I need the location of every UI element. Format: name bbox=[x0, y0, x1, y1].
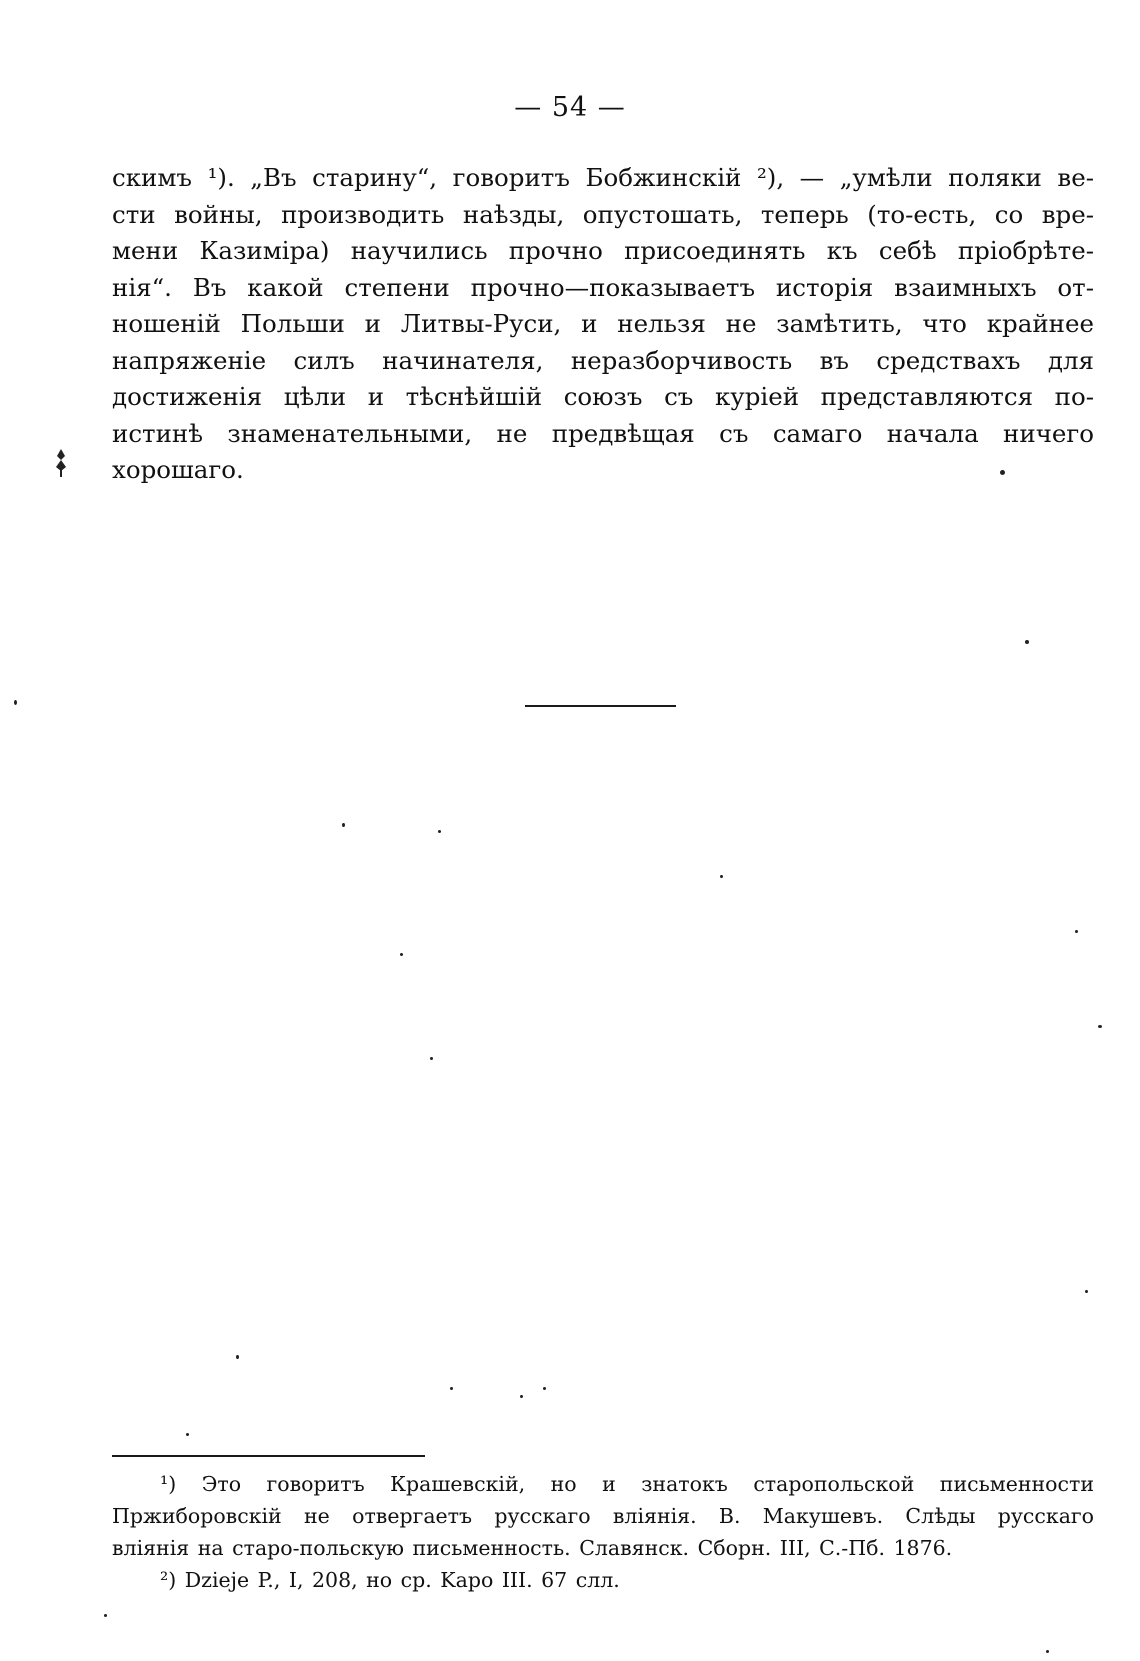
footnote-line: ¹) Это говоритъ Крашевскій, но и знатокъ старопольской письменности bbox=[160, 1472, 1094, 1496]
scan-speck bbox=[342, 823, 345, 827]
scan-speck bbox=[1098, 1025, 1102, 1028]
footnote-line: Пржиборовскій не отвергаетъ русскаго вліянія. В. Макушевъ. Слѣды русскаго bbox=[112, 1504, 1094, 1528]
scan-speck bbox=[1025, 640, 1029, 644]
footnote-line: вліянія на старо-польскую письменность. Славянск. Сборн. III, С.-Пб. 1876. bbox=[112, 1536, 953, 1560]
body-paragraph bbox=[112, 160, 1094, 489]
scan-speck bbox=[520, 1395, 523, 1398]
scan-speck bbox=[438, 830, 441, 833]
scan-speck bbox=[430, 1057, 433, 1060]
body-line: мени Казиміра) научились прочно присоединять къ себѣ пріобрѣте- bbox=[112, 236, 1094, 265]
scan-speck bbox=[14, 700, 17, 705]
body-line: напряженіе силъ начинателя, неразборчивость въ средствахъ для bbox=[112, 345, 1094, 375]
scan-speck bbox=[1075, 930, 1078, 933]
scan-speck bbox=[450, 1387, 453, 1390]
margin-ornament-icon bbox=[54, 448, 68, 478]
footnote-divider bbox=[112, 1455, 425, 1457]
page-number: — 54 — bbox=[514, 92, 626, 123]
body-line: сти войны, производить наѣзды, опустошать, теперь (то-есть, со вре- bbox=[112, 199, 1094, 229]
body-line: скимъ ¹). „Въ старину“, говоритъ Бобжинскій ²), — „умѣли поляки ве- bbox=[112, 163, 1094, 192]
scan-speck bbox=[400, 953, 403, 956]
scan-speck bbox=[1000, 470, 1005, 475]
body-line: истинѣ знаменательными, не предвѣщая съ самаго начала ничего bbox=[112, 418, 1094, 448]
scan-speck bbox=[186, 1433, 189, 1436]
scan-speck bbox=[720, 875, 723, 878]
section-divider bbox=[525, 705, 676, 707]
scan-speck bbox=[104, 1614, 107, 1617]
footnotes bbox=[112, 1468, 1094, 1596]
footnote-line: ²) Dzieje P., I, 208, но ср. Kapo III. 67 слл. bbox=[160, 1568, 620, 1592]
body-line: ношеній Польши и Литвы-Руси, и нельзя не замѣтить, что крайнее bbox=[112, 309, 1094, 338]
body-line: хорошаго. bbox=[112, 455, 244, 484]
scan-speck bbox=[1046, 1650, 1049, 1653]
scan-speck bbox=[236, 1355, 239, 1359]
scan-speck bbox=[1085, 1290, 1088, 1293]
body-line: достиженія цѣли и тѣснѣйшій союзъ съ куріей представляются по- bbox=[112, 382, 1094, 411]
body-line: нія“. Въ какой степени прочно—показываетъ исторія взаимныхъ от- bbox=[112, 272, 1094, 302]
scan-speck bbox=[543, 1387, 546, 1390]
